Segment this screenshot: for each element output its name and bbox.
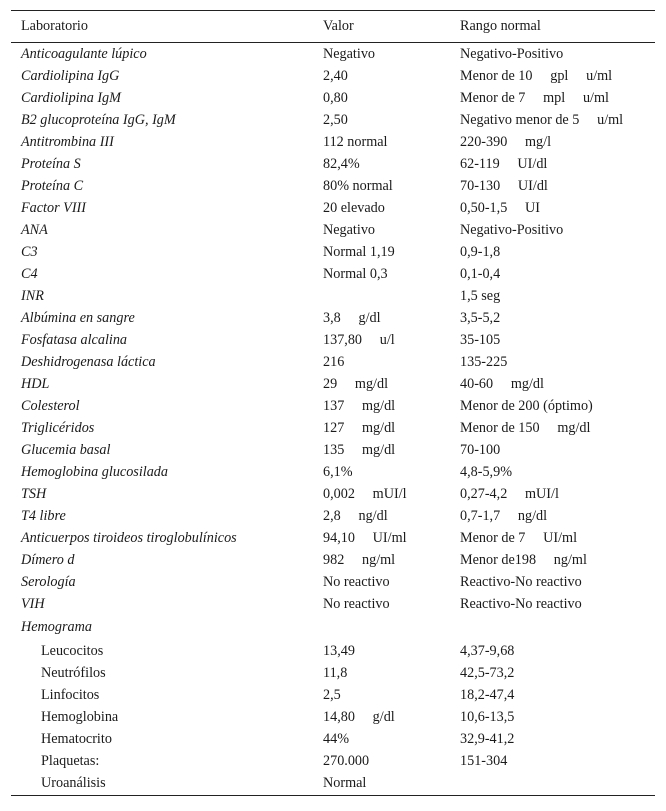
- header-valor: Valor: [323, 18, 354, 34]
- test-value: 2,50: [323, 111, 348, 128]
- test-name: Hematocrito: [41, 730, 112, 747]
- test-range: 42,5-73,2: [460, 664, 515, 681]
- table-row: [11, 109, 655, 131]
- test-name: TSH: [21, 485, 47, 502]
- test-value: 0,80: [323, 89, 348, 106]
- test-value: 137 mg/dl: [323, 397, 396, 414]
- group-header-row: [11, 615, 655, 640]
- lab-results-table-container: [11, 10, 655, 796]
- test-name: Glucemia basal: [21, 441, 111, 458]
- test-range: Negativo-Positivo: [460, 45, 564, 62]
- test-value: 135 mg/dl: [323, 441, 396, 458]
- test-name: Uroanálisis: [41, 775, 106, 791]
- test-range: Negativo-Positivo: [460, 221, 564, 238]
- test-range: 0,9-1,8: [460, 243, 501, 260]
- test-value: 82,4%: [323, 155, 360, 172]
- test-range: Reactivo-No reactivo: [460, 573, 582, 590]
- test-name: INR: [21, 287, 44, 304]
- test-value: 13,49: [323, 642, 355, 659]
- test-range: 32,9-41,2: [460, 730, 515, 747]
- table-row: [11, 640, 655, 662]
- table-row: [11, 772, 655, 795]
- test-range: 4,8-5,9%: [460, 463, 513, 480]
- test-value: 112 normal: [323, 133, 388, 150]
- test-name: Albúmina en sangre: [21, 309, 135, 326]
- test-value: 94,10 UI/ml: [323, 529, 407, 546]
- test-range: 1,5 seg: [460, 287, 501, 304]
- table-row: [11, 131, 655, 153]
- test-range: 4,37-9,68: [460, 642, 515, 659]
- test-value: Normal: [323, 775, 367, 791]
- test-value: 2,40: [323, 67, 348, 84]
- table-row: [11, 706, 655, 728]
- table-row: [11, 662, 655, 684]
- test-name: Dímero d: [21, 551, 75, 568]
- test-value: 127 mg/dl: [323, 419, 396, 436]
- test-name: C3: [21, 243, 38, 260]
- test-range: Negativo menor de 5 u/ml: [460, 111, 624, 128]
- test-value: 216: [323, 353, 345, 370]
- test-name: Neutrófilos: [41, 664, 106, 681]
- test-name: Anticoagulante lúpico: [21, 45, 147, 62]
- test-value: Negativo: [323, 45, 376, 62]
- test-range: 0,1-0,4: [460, 265, 501, 282]
- test-name: Triglicéridos: [21, 419, 95, 436]
- test-range: Menor de 10 gpl u/ml: [460, 67, 613, 84]
- test-range: 135-225: [460, 353, 508, 370]
- table-row: [11, 417, 655, 439]
- test-range: Menor de 150 mg/dl: [460, 419, 591, 436]
- test-name: Hemoglobina glucosilada: [21, 463, 168, 480]
- test-name: Cardiolipina IgM: [21, 89, 121, 106]
- test-value: No reactivo: [323, 573, 390, 590]
- table-row: [11, 197, 655, 219]
- test-value: Normal 1,19: [323, 243, 395, 260]
- test-value: 2,8 ng/dl: [323, 507, 388, 524]
- test-name: Plaquetas:: [41, 752, 100, 769]
- test-range: 70-130 UI/dl: [460, 177, 548, 194]
- test-range: 151-304: [460, 752, 508, 769]
- test-range: 0,50-1,5 UI: [460, 199, 540, 216]
- test-name: ANA: [21, 221, 48, 238]
- test-name: HDL: [21, 375, 50, 392]
- table-row: [11, 461, 655, 483]
- table-row: [11, 571, 655, 593]
- test-range: [460, 772, 655, 795]
- table-row: [11, 175, 655, 197]
- table-row: [11, 373, 655, 395]
- table-row: [11, 219, 655, 241]
- table-row: [11, 285, 655, 307]
- table-row: [11, 351, 655, 373]
- test-name: Leucocitos: [41, 642, 104, 659]
- test-range: Menor de 7 UI/ml: [460, 529, 578, 546]
- test-name: Linfocitos: [41, 686, 100, 703]
- test-name: VIH: [21, 595, 45, 612]
- test-name: Deshidrogenasa láctica: [21, 353, 156, 370]
- table-row: [11, 527, 655, 549]
- table-row: [11, 43, 655, 65]
- table-header-row: [11, 11, 655, 42]
- lab-results-table: [11, 11, 655, 795]
- test-range: 220-390 mg/l: [460, 133, 552, 150]
- test-value: 137,80 u/l: [323, 331, 395, 348]
- test-name: Colesterol: [21, 397, 80, 414]
- test-name: Proteína C: [21, 177, 84, 194]
- test-value: [323, 285, 460, 307]
- test-name: T4 libre: [21, 507, 66, 524]
- test-value: Negativo: [323, 221, 376, 238]
- test-value: 0,002 mUI/l: [323, 485, 407, 502]
- table-row: [11, 439, 655, 461]
- test-value: No reactivo: [323, 595, 390, 612]
- table-row: [11, 593, 655, 615]
- test-name: C4: [21, 265, 38, 282]
- test-range: Menor de198 ng/ml: [460, 551, 587, 568]
- test-value: 44%: [323, 730, 350, 747]
- test-value: 11,8: [323, 664, 348, 681]
- test-name: Fosfatasa alcalina: [21, 331, 128, 348]
- test-name: Proteína S: [21, 155, 81, 172]
- test-value: 29 mg/dl: [323, 375, 389, 392]
- table-row: [11, 549, 655, 571]
- test-range: Menor de 200 (óptimo): [460, 397, 593, 414]
- table-row: [11, 728, 655, 750]
- table-row: [11, 750, 655, 772]
- header-laboratorio: Laboratorio: [21, 18, 88, 34]
- test-range: 40-60 mg/dl: [460, 375, 544, 392]
- table-row: [11, 483, 655, 505]
- test-name: Antitrombina III: [21, 133, 114, 150]
- test-name: Anticuerpos tiroideos tiroglobulínicos: [21, 529, 237, 546]
- table-row: [11, 153, 655, 175]
- test-value: 20 elevado: [323, 199, 385, 216]
- test-value: 2,5: [323, 686, 341, 703]
- header-rango-normal: Rango normal: [460, 18, 541, 34]
- table-row: [11, 87, 655, 109]
- group-name: Hemograma: [21, 619, 92, 635]
- test-range: 18,2-47,4: [460, 686, 515, 703]
- test-name: Cardiolipina IgG: [21, 67, 120, 84]
- test-value: 6,1%: [323, 463, 353, 480]
- test-name: B2 glucoproteína IgG, IgM: [21, 111, 176, 128]
- table-row: [11, 684, 655, 706]
- table-row: [11, 65, 655, 87]
- test-range: Reactivo-No reactivo: [460, 595, 582, 612]
- test-value: 3,8 g/dl: [323, 309, 381, 326]
- test-range: 70-100: [460, 441, 501, 458]
- test-value: 80% normal: [323, 177, 393, 194]
- table-row: [11, 263, 655, 285]
- test-range: 62-119 UI/dl: [460, 155, 548, 172]
- test-range: Menor de 7 mpl u/ml: [460, 89, 609, 106]
- table-row: [11, 395, 655, 417]
- test-value: 270.000: [323, 752, 370, 769]
- table-row: [11, 329, 655, 351]
- test-value: 982 ng/ml: [323, 551, 396, 568]
- test-name: Hemoglobina: [41, 708, 119, 725]
- table-row: [11, 505, 655, 527]
- table-row: [11, 307, 655, 329]
- test-range: 3,5-5,2: [460, 309, 501, 326]
- test-name: Factor VIII: [21, 199, 87, 216]
- test-range: 0,27-4,2 mUI/l: [460, 485, 559, 502]
- test-value: Normal 0,3: [323, 265, 388, 282]
- table-row: [11, 241, 655, 263]
- test-range: 0,7-1,7 ng/dl: [460, 507, 548, 524]
- test-range: 35-105: [460, 331, 501, 348]
- test-range: 10,6-13,5: [460, 708, 515, 725]
- test-name: Serología: [21, 573, 76, 590]
- table-bottom-rule: [11, 795, 655, 796]
- test-value: 14,80 g/dl: [323, 708, 395, 725]
